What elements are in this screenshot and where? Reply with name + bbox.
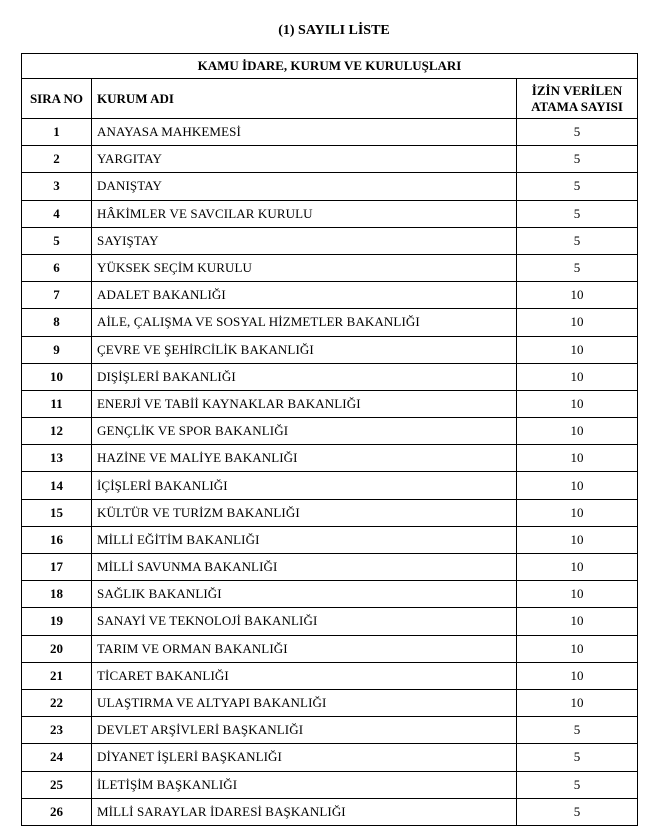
institution-name: YÜKSEK SEÇİM KURULU: [92, 254, 517, 281]
appointment-count: 10: [517, 499, 638, 526]
appointment-count: 5: [517, 119, 638, 146]
table-row: [22, 635, 638, 662]
row-number: 18: [22, 581, 92, 608]
table-row: [22, 662, 638, 689]
appointment-count: 10: [517, 526, 638, 553]
table-row: [22, 418, 638, 445]
institution-name: KÜLTÜR VE TURİZM BAKANLIĞI: [92, 499, 517, 526]
institution-name: YARGITAY: [92, 146, 517, 173]
column-header-no: SIRA NO: [22, 79, 92, 119]
row-number: 17: [22, 554, 92, 581]
institution-name: ANAYASA MAHKEMESİ: [92, 119, 517, 146]
table-row: [22, 227, 638, 254]
appointment-count: 10: [517, 309, 638, 336]
appointment-count: 10: [517, 554, 638, 581]
row-number: 20: [22, 635, 92, 662]
table-row: [22, 363, 638, 390]
row-number: 25: [22, 771, 92, 798]
table-row: [22, 526, 638, 553]
institution-name: AİLE, ÇALIŞMA VE SOSYAL HİZMETLER BAKANLIĞI: [92, 309, 517, 336]
group-header: KAMU İDARE, KURUM VE KURULUŞLARI: [22, 54, 638, 79]
institution-name: ÇEVRE VE ŞEHİRCİLİK BAKANLIĞI: [92, 336, 517, 363]
appointment-count: 5: [517, 717, 638, 744]
row-number: 19: [22, 608, 92, 635]
table-row: [22, 554, 638, 581]
appointment-count: 10: [517, 662, 638, 689]
institution-name: ENERJİ VE TABİİ KAYNAKLAR BAKANLIĞI: [92, 390, 517, 417]
table-row: [22, 282, 638, 309]
institution-name: DEVLET ARŞİVLERİ BAŞKANLIĞI: [92, 717, 517, 744]
row-number: 11: [22, 390, 92, 417]
appointment-count: 10: [517, 418, 638, 445]
appointment-count: 5: [517, 798, 638, 825]
table-row: [22, 744, 638, 771]
appointment-count: 10: [517, 472, 638, 499]
table-row: [22, 200, 638, 227]
institution-name: MİLLİ SARAYLAR İDARESİ BAŞKANLIĞI: [92, 798, 517, 825]
row-number: 3: [22, 173, 92, 200]
table-row: [22, 173, 638, 200]
appointment-count: 10: [517, 608, 638, 635]
institution-name: DANIŞTAY: [92, 173, 517, 200]
institution-name: MİLLİ SAVUNMA BAKANLIĞI: [92, 554, 517, 581]
row-number: 7: [22, 282, 92, 309]
institution-name: TİCARET BAKANLIĞI: [92, 662, 517, 689]
institution-name: MİLLİ EĞİTİM BAKANLIĞI: [92, 526, 517, 553]
appointment-count: 10: [517, 363, 638, 390]
row-number: 6: [22, 254, 92, 281]
table-row: [22, 445, 638, 472]
column-header-count-line1: İZİN VERİLEN: [531, 82, 623, 98]
table-row: [22, 717, 638, 744]
institution-name: İLETİŞİM BAŞKANLIĞI: [92, 771, 517, 798]
institutions-table: [21, 53, 638, 826]
table-row: [22, 254, 638, 281]
appointment-count: 10: [517, 390, 638, 417]
row-number: 4: [22, 200, 92, 227]
table-row: [22, 309, 638, 336]
column-header-count: [517, 79, 638, 119]
row-number: 16: [22, 526, 92, 553]
page-title: (1) SAYILI LİSTE: [278, 23, 390, 38]
appointment-count: 10: [517, 445, 638, 472]
row-number: 26: [22, 798, 92, 825]
row-number: 5: [22, 227, 92, 254]
appointment-count: 10: [517, 282, 638, 309]
table-row: [22, 336, 638, 363]
table-row: [22, 608, 638, 635]
appointment-count: 5: [517, 771, 638, 798]
row-number: 13: [22, 445, 92, 472]
table-row: [22, 472, 638, 499]
institution-name: HAZİNE VE MALİYE BAKANLIĞI: [92, 445, 517, 472]
appointment-count: 5: [517, 173, 638, 200]
institution-name: ULAŞTIRMA VE ALTYAPI BAKANLIĞI: [92, 689, 517, 716]
appointment-count: 5: [517, 227, 638, 254]
table-row: [22, 499, 638, 526]
appointment-count: 10: [517, 581, 638, 608]
table-row: [22, 146, 638, 173]
column-header-name: KURUM ADI: [92, 79, 517, 119]
institution-name: DIŞİŞLERİ BAKANLIĞI: [92, 363, 517, 390]
column-header-count-line2: ATAMA SAYISI: [531, 98, 623, 114]
table-row: [22, 119, 638, 146]
institution-name: İÇİŞLERİ BAKANLIĞI: [92, 472, 517, 499]
appointment-count: 5: [517, 146, 638, 173]
row-number: 1: [22, 119, 92, 146]
row-number: 14: [22, 472, 92, 499]
table-row: [22, 581, 638, 608]
institution-name: ADALET BAKANLIĞI: [92, 282, 517, 309]
institution-name: DİYANET İŞLERİ BAŞKANLIĞI: [92, 744, 517, 771]
row-number: 12: [22, 418, 92, 445]
institution-name: TARIM VE ORMAN BAKANLIĞI: [92, 635, 517, 662]
row-number: 2: [22, 146, 92, 173]
row-number: 9: [22, 336, 92, 363]
appointment-count: 5: [517, 744, 638, 771]
appointment-count: 5: [517, 200, 638, 227]
institution-name: SANAYİ VE TEKNOLOJİ BAKANLIĞI: [92, 608, 517, 635]
table-row: [22, 390, 638, 417]
row-number: 15: [22, 499, 92, 526]
row-number: 23: [22, 717, 92, 744]
institution-name: HÂKİMLER VE SAVCILAR KURULU: [92, 200, 517, 227]
row-number: 10: [22, 363, 92, 390]
appointment-count: 10: [517, 336, 638, 363]
appointment-count: 10: [517, 689, 638, 716]
table-row: [22, 798, 638, 825]
table-row: [22, 689, 638, 716]
table-row: [22, 771, 638, 798]
institution-name: SAYIŞTAY: [92, 227, 517, 254]
row-number: 24: [22, 744, 92, 771]
row-number: 22: [22, 689, 92, 716]
appointment-count: 10: [517, 635, 638, 662]
row-number: 21: [22, 662, 92, 689]
appointment-count: 5: [517, 254, 638, 281]
institution-name: GENÇLİK VE SPOR BAKANLIĞI: [92, 418, 517, 445]
institution-name: SAĞLIK BAKANLIĞI: [92, 581, 517, 608]
row-number: 8: [22, 309, 92, 336]
